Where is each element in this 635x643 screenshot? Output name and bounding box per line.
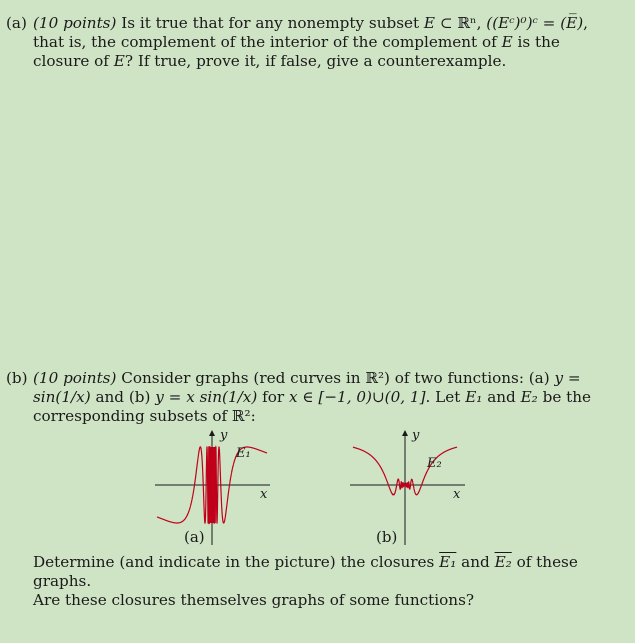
fig-b-y-label: y — [412, 428, 420, 443]
fig-b-set-label: E₂ — [427, 456, 442, 471]
closure-question-text-1: Determine (and indicate in the picture) the closures — [33, 553, 440, 571]
fig-a-y-label: y — [220, 428, 228, 443]
problem-a-set-e: E — [423, 14, 436, 32]
closure-e2-bar: E₂ — [494, 553, 512, 571]
problem-a-rn: ℝⁿ — [457, 14, 477, 32]
problem-b-func-b: y = x sin(1/x) — [155, 388, 258, 406]
problem-b-text-3: for — [257, 388, 289, 406]
problem-a-set-e3: E — [113, 52, 125, 70]
problem-b-text-1: Consider graphs (red curves in ℝ²) of two functions: (a) — [116, 369, 555, 387]
fig-a-caption: (a) — [184, 528, 205, 546]
problem-a — [6, 14, 596, 71]
problem-a-text-2: , that is, the complement of the interior of the complement of — [33, 14, 588, 51]
figures — [150, 425, 470, 550]
problem-b-text-2: and (b) — [90, 388, 156, 406]
closure-question — [33, 553, 613, 610]
problem-a-text-3: is the closure of — [33, 33, 560, 70]
problem-a-label: (a) — [6, 14, 27, 32]
closure-e1-bar: E₁ — [439, 553, 457, 571]
problem-b-text-6: be the corresponding subsets of ℝ²: — [33, 388, 592, 425]
problem-a-set-e2: E — [501, 33, 513, 51]
fig-a-set-label: E₁ — [236, 446, 251, 461]
fig-b-caption: (b) — [376, 528, 398, 546]
problem-a-text-1: Is it true that for any nonempty subset — [116, 14, 424, 32]
closure-question-text-3: of these graphs. — [33, 553, 578, 590]
problem-b-domain: x ∈ [−1, 0)∪(0, 1] — [288, 388, 426, 406]
fig-b-x-label: x — [453, 487, 461, 502]
problem-b-points: (10 points) — [33, 369, 117, 387]
closure-question-text-2: and — [456, 553, 495, 571]
closure-question-line-1 — [33, 553, 613, 591]
closure-question-line-2: Are these closures themselves graphs of some functions? — [33, 591, 475, 609]
problem-a-comma: , — [476, 14, 487, 32]
problem-a-subset-symbol: ⊂ — [435, 14, 458, 32]
problem-b — [6, 369, 596, 426]
problem-b-func-a: y = sin(1/x) — [33, 369, 581, 406]
problem-b-text-5: and — [482, 388, 521, 406]
problem-a-paragraph — [6, 14, 596, 71]
problem-b-e1: E₁ — [465, 388, 483, 406]
problem-b-paragraph — [6, 369, 596, 426]
problem-b-e2: E₂ — [520, 388, 538, 406]
problem-a-text-4: ? If true, prove it, if false, give a counterexample. — [124, 52, 507, 70]
problem-a-points: (10 points) — [33, 14, 117, 32]
problem-b-text-4: . Let — [425, 388, 466, 406]
problem-a-formula: ((Eᶜ)⁰)ᶜ = (E̅) — [486, 14, 584, 32]
problem-b-label: (b) — [6, 369, 28, 387]
fig-a-x-label: x — [260, 487, 268, 502]
